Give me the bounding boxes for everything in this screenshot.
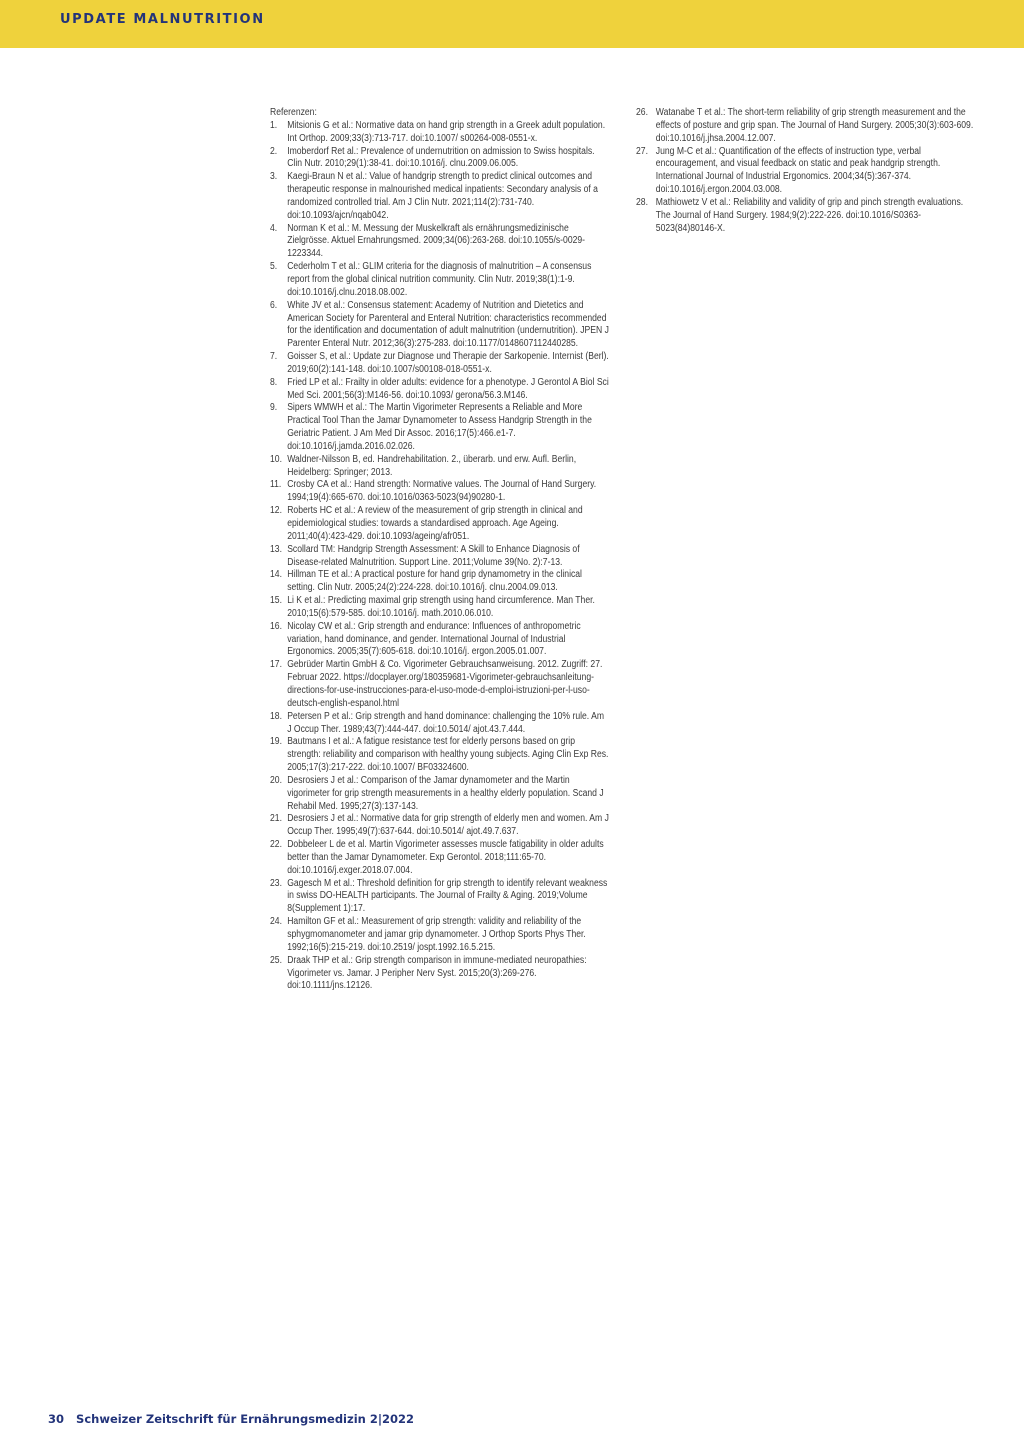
reference-item	[270, 775, 610, 814]
reference-item	[270, 351, 610, 377]
reference-number: 20.	[270, 774, 282, 786]
reference-text: Mathiowetz V et al.: Reliability and validity of grip and pinch strength evaluations. The Journal of Hand Surgery. 1984;9(2):222-226. doi:10.1016/S0363-5023(84)80146-X.	[655, 196, 964, 234]
reference-item	[270, 454, 610, 480]
reference-item	[270, 916, 610, 955]
reference-number: 28.	[636, 196, 648, 208]
reference-text: Nicolay CW et al.: Grip strength and endurance: Influences of anthropometric variation, hand dominance, and gender. International Journal of Industrial Ergonomics. 2005;35(7):605-618. doi:10.1016/j. ergon.2005.01.007.	[287, 620, 581, 658]
header-band	[0, 0, 1024, 48]
reference-text: Fried LP et al.: Frailty in older adults: evidence for a phenotype. J Gerontol A Biol Sci Med Sci. 2001;56(3):M146-56. doi:10.1093/ gerona/56.3.M146.	[287, 376, 609, 401]
references-heading: Referenzen:	[270, 107, 317, 118]
reference-text: Petersen P et al.: Grip strength and hand dominance: challenging the 10% rule. Am J Occup Ther. 1989;43(7):444-447. doi:10.5014/ ajot.43.7.444.	[287, 710, 605, 735]
reference-item	[270, 505, 610, 544]
reference-item	[270, 146, 610, 172]
reference-number: 6.	[270, 299, 278, 311]
references-column-right	[636, 107, 976, 235]
reference-item	[270, 878, 610, 917]
reference-number: 23.	[270, 877, 282, 889]
reference-number: 22.	[270, 839, 282, 851]
reference-text: Norman K et al.: M. Messung der Muskelkraft als ernährungsmedizinische Zielgrösse. Aktuel Ernahrungsmed. 2009;34(06):263-268. doi:10.1055/s-0029-1223344.	[287, 222, 586, 260]
reference-item	[270, 171, 610, 222]
reference-item	[270, 402, 610, 453]
reference-text: Li K et al.: Predicting maximal grip strength using hand circumference. Man Ther. 2010;15(6):579-585. doi:10.1016/j. math.2010.06.010.	[287, 595, 595, 619]
reference-item	[270, 736, 610, 775]
reference-item	[636, 146, 976, 197]
reference-number: 21.	[270, 813, 282, 825]
reference-number: 8.	[270, 376, 278, 388]
reference-number: 10.	[270, 453, 282, 465]
reference-text: Gebrüder Martin GmbH & Co. Vigorimeter Gebrauchsanweisung. 2012. Zugriff: 27. Februar 2022. https://docplayer.org/180359681-Vigorimeter-gebrauchsanleitung-directions-for-use-instrucciones-para-el-uso-mode-d-emploi-istruzioni-per-l-uso-deutsch-english-espanol.html	[287, 659, 603, 709]
reference-item	[270, 377, 610, 403]
reference-text: Sipers WMWH et al.: The Martin Vigorimeter Represents a Reliable and More Practical Tool Than the Jamar Dynamometer to Assess Handgrip Strength in the Geriatric Patient. J Am Med Dir Assoc. 2016;17(5):466.e1-7. doi:10.1016/j.jamda.2016.02.026.	[287, 402, 592, 452]
reference-item	[270, 711, 610, 737]
reference-text: Mitsionis G et al.: Normative data on hand grip strength in a Greek adult population. Int Orthop. 2009;33(3):713-717. doi:10.1007/ s00264-008-0551-x.	[287, 119, 606, 144]
reference-item	[270, 300, 610, 351]
section-label: UPDATE MALNUTRITION	[60, 12, 265, 27]
reference-number: 16.	[270, 620, 282, 632]
reference-number: 7.	[270, 351, 278, 363]
reference-item	[270, 839, 610, 878]
reference-list-left	[270, 120, 610, 993]
reference-text: Bautmans I et al.: A fatigue resistance test for elderly persons based on grip strength: reliability and comparison with healthy young subjects. Aging Clin Exp Res. 2005;17(3):217-222. doi:10.1007/ BF03324600.	[287, 736, 609, 774]
reference-number: 11.	[270, 479, 282, 491]
reference-text: Imoberdorf Ret al.: Prevalence of undernutrition on admission to Swiss hospitals. Clin Nutr. 2010;29(1):38-41. doi:10.1016/j. clnu.2009.06.005.	[287, 145, 595, 170]
reference-number: 24.	[270, 916, 282, 928]
journal-title: Schweizer Zeitschrift für Ernährungsmedizin 2|2022	[76, 1412, 415, 1426]
reference-item	[270, 659, 610, 710]
reference-number: 25.	[270, 954, 282, 966]
page-footer	[48, 1412, 414, 1426]
reference-number: 9.	[270, 402, 278, 414]
reference-number: 2.	[270, 145, 278, 157]
reference-item	[270, 223, 610, 262]
reference-item	[270, 544, 610, 570]
reference-item	[270, 955, 610, 994]
page-number: 30	[48, 1412, 65, 1426]
reference-item	[270, 479, 610, 505]
reference-list-right	[636, 107, 976, 235]
reference-text: Crosby CA et al.: Hand strength: Normative values. The Journal of Hand Surgery. 1994;19(4):665-670. doi:10.1016/0363-5023(94)90280-1.	[287, 479, 597, 504]
reference-text: Roberts HC et al.: A review of the measurement of grip strength in clinical and epidemiological studies: towards a standardised approach. Age Ageing. 2011;40(4):423-429. doi:10.1093/ageing/afr051.	[287, 505, 583, 542]
reference-number: 14.	[270, 569, 282, 581]
reference-item	[636, 197, 976, 236]
reference-item	[270, 621, 610, 660]
references-column-left	[270, 107, 610, 993]
reference-text: Desrosiers J et al.: Normative data for grip strength of elderly men and women. Am J Occup Ther. 1995;49(7):637-644. doi:10.5014/ ajot.49.7.637.	[287, 813, 609, 838]
reference-item	[270, 569, 610, 595]
reference-text: Kaegi-Braun N et al.: Value of handgrip strength to predict clinical outcomes and therapeutic response in malnourished medical inpatients: Secondary analysis of a randomized controlled trial. Am J Clin Nutr. 2021;114(2):731-740. doi:10.1093/ajcn/nqab042.	[287, 171, 598, 221]
reference-number: 4.	[270, 222, 278, 234]
reference-number: 5.	[270, 261, 278, 273]
reference-number: 12.	[270, 505, 282, 517]
reference-number: 18.	[270, 710, 282, 722]
reference-text: Watanabe T et al.: The short-term reliability of grip strength measurement and the effects of posture and grip span. The Journal of Hand Surgery. 2005;30(3):603-609. doi:10.1016/j.jhsa.2004.12.007.	[655, 107, 974, 144]
reference-text: Draak THP et al.: Grip strength comparison in immune-mediated neuropathies: Vigorimeter vs. Jamar. J Peripher Nerv Syst. 2015;20(3):269-276. doi:10.1111/jns.12126.	[287, 954, 587, 992]
reference-number: 26.	[636, 107, 648, 118]
reference-item	[270, 595, 610, 621]
reference-number: 17.	[270, 659, 282, 671]
reference-text: Gagesch M et al.: Threshold definition for grip strength to identify relevant weakness in swiss DO-HEALTH participants. The Journal of Frailty & Aging. 2019;Volume 8(Supplement 1):17.	[287, 877, 608, 915]
reference-text: Dobbeleer L de et al. Martin Vigorimeter assesses muscle fatigability in older adults better than the Jamar Dynamometer. Exp Gerontol. 2018;111:65-70. doi:10.1016/j.exger.2018.07.004.	[287, 839, 604, 876]
reference-item	[270, 261, 610, 300]
reference-text: White JV et al.: Consensus statement: Academy of Nutrition and Dietetics and American Society for Parenteral and Enteral Nutrition: characteristics recommended for the identification and documentation of adult malnutrition (undernutrition). JPEN J Parenter Enteral Nutr. 2012;36(3):275-283. doi:10.1177/0148607112440285.	[287, 299, 609, 350]
reference-item	[636, 107, 976, 146]
reference-text: Hillman TE et al.: A practical posture for hand grip dynamometry in the clinical setting. Clin Nutr. 2005;24(2):224-228. doi:10.1016/j. clnu.2004.09.013.	[287, 569, 582, 594]
reference-number: 27.	[636, 145, 648, 157]
reference-text: Hamilton GF et al.: Measurement of grip strength: validity and reliability of the sphygmomanometer and jamar grip dynamometer. J Orthop Sports Phys Ther. 1992;16(5):215-219. doi:10.2519/ jospt.1992.16.5.215.	[287, 916, 586, 953]
reference-number: 13.	[270, 543, 282, 555]
reference-number: 15.	[270, 595, 282, 607]
reference-item	[270, 813, 610, 839]
reference-text: Desrosiers J et al.: Comparison of the Jamar dynamometer and the Martin vigorimeter for grip strength measurements in a healthy elderly population. Scand J Rehabil Med. 1995;27(3):137-143.	[287, 774, 604, 812]
reference-text: Scollard TM: Handgrip Strength Assessment: A Skill to Enhance Diagnosis of Disease-related Malnutrition. Support Line. 2011;Volume 39(No. 2):7-13.	[287, 543, 580, 568]
reference-text: Cederholm T et al.: GLIM criteria for the diagnosis of malnutrition – A consensus report from the global clinical nutrition community. Clin Nutr. 2019;38(1):1-9. doi:10.1016/j.clnu.2018.08.002.	[287, 261, 592, 298]
reference-number: 3.	[270, 171, 278, 183]
reference-text: Jung M-C et al.: Quantification of the effects of instruction type, verbal encouragement, and visual feedback on static and peak handgrip strength. International Journal of Industrial Ergonomics. 2004;34(5):367-374. doi:10.1016/j.ergon.2004.03.008.	[655, 145, 941, 196]
reference-text: Waldner-Nilsson B, ed. Handrehabilitation. 2., überarb. und erw. Aufl. Berlin, Heidelberg: Springer; 2013.	[287, 453, 577, 478]
reference-item	[270, 120, 610, 146]
reference-number: 1.	[270, 119, 278, 131]
reference-text: Goisser S, et al.: Update zur Diagnose und Therapie der Sarkopenie. Internist (Berl). 2019;60(2):141-148. doi:10.1007/s00108-018-0551-x.	[287, 351, 609, 375]
reference-number: 19.	[270, 736, 282, 748]
